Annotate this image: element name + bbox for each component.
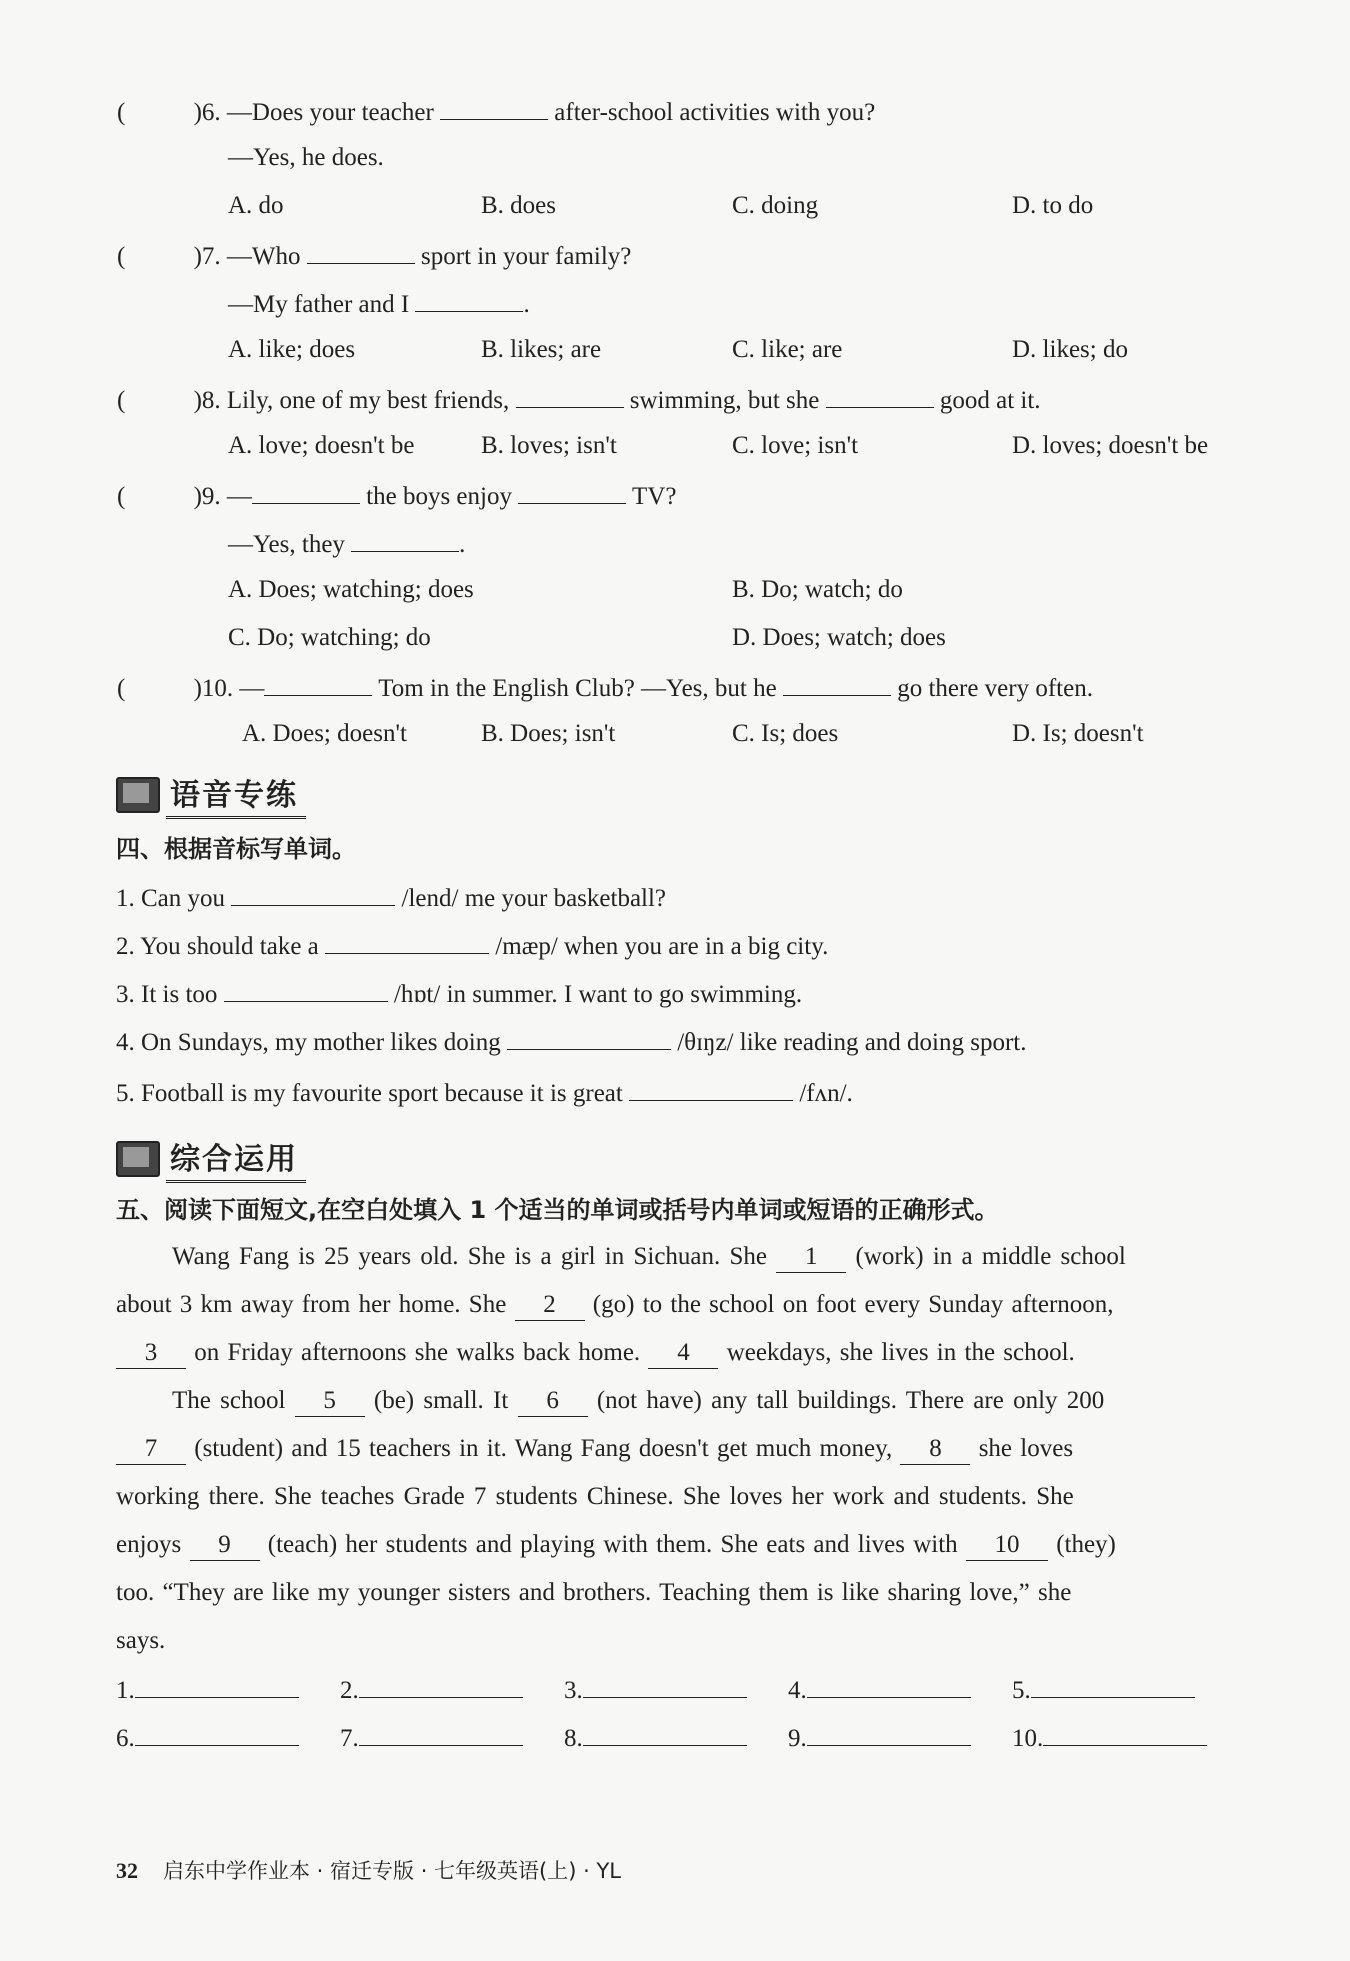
option-d: D. loves; doesn't be: [1012, 432, 1209, 459]
answer-paren: (: [117, 99, 126, 126]
section-title: 语音专练: [166, 770, 306, 819]
passage-line-6: [116, 1480, 1074, 1514]
option-a: A. like; does: [228, 336, 356, 363]
item-text: /lend/ me your basketball?: [401, 885, 667, 912]
passage-line-2: [116, 1288, 1114, 1322]
answer-row-1: [788, 1671, 971, 1708]
answer-blank[interactable]: [307, 237, 415, 264]
option-b: B. Does; isn't: [481, 720, 616, 747]
answer-field-6[interactable]: [135, 1719, 299, 1746]
answer-field-10[interactable]: [1043, 1719, 1207, 1746]
section-instruction: 五、阅读下面短文,在空白处填入 1 个适当的单词或括号内单词或短语的正确形式。: [116, 1196, 999, 1224]
cloze-blank-7[interactable]: 7: [116, 1434, 186, 1465]
question-9: [117, 477, 676, 514]
passage-text: enjoys: [116, 1531, 182, 1558]
page-number: 32: [116, 1858, 138, 1883]
reply-text: —Yes, they: [228, 531, 345, 558]
item-text: 4. On Sundays, my mother likes doing: [116, 1029, 501, 1056]
answer-label: 9.: [788, 1725, 807, 1752]
question-number: )6.: [193, 99, 221, 126]
section-header-comprehensive: [116, 1134, 306, 1183]
answer-label: 1.: [116, 1677, 135, 1704]
phonetic-item-1: [116, 879, 666, 916]
answer-label: 3.: [564, 1677, 583, 1704]
phonetic-item-4: [116, 1023, 1027, 1060]
answer-row-2: [788, 1719, 971, 1756]
passage-text: too. “They are like my younger sisters and brothers. Teaching them is like sharing love,” she: [116, 1579, 1072, 1606]
question-9-reply: [228, 525, 465, 562]
reply-text: .: [459, 531, 466, 558]
answer-blank[interactable]: [252, 477, 360, 504]
answer-blank[interactable]: [264, 669, 372, 696]
item-text: /mæp/ when you are in a big city.: [495, 933, 829, 960]
answer-blank[interactable]: [518, 477, 626, 504]
cloze-blank-3[interactable]: 3: [116, 1338, 186, 1369]
option-b: B. does: [481, 192, 556, 219]
answer-label: 8.: [564, 1725, 583, 1752]
cloze-blank-2[interactable]: 2: [515, 1290, 585, 1321]
option-d: D. Is; doesn't: [1012, 720, 1144, 747]
section-header-phonetics: [116, 770, 306, 819]
passage-text: (work) in a middle school: [855, 1243, 1126, 1270]
passage-text: says.: [116, 1627, 166, 1654]
option-a: A. Does; doesn't: [242, 720, 407, 747]
answer-label: 2.: [340, 1677, 359, 1704]
answer-blank[interactable]: [826, 381, 934, 408]
item-text: 1. Can you: [116, 885, 226, 912]
answer-blank[interactable]: [516, 381, 624, 408]
answer-field-2[interactable]: [359, 1671, 523, 1698]
option-a: A. love; doesn't be: [228, 432, 415, 459]
question-number: )8.: [193, 387, 221, 414]
question-text: sport in your family?: [421, 243, 632, 270]
option-c: C. love; isn't: [732, 432, 859, 459]
item-text: /hɒt/ in summer. I want to go swimming.: [393, 981, 803, 1008]
item-text: 2. You should take a: [116, 933, 319, 960]
option-b: B. loves; isn't: [481, 432, 617, 459]
passage-text: (student) and 15 teachers in it. Wang Fang doesn't get much money,: [194, 1435, 893, 1462]
answer-label: 4.: [788, 1677, 807, 1704]
reply-text: —My father and I: [228, 291, 410, 318]
answer-paren: (: [117, 387, 126, 414]
question-7-reply: [228, 285, 530, 322]
answer-field-7[interactable]: [359, 1719, 523, 1746]
option-c: C. doing: [732, 192, 819, 219]
question-text: after-school activities with you?: [554, 99, 876, 126]
passage-text: (not have) any tall buildings. There are only 200: [596, 1387, 1105, 1414]
answer-blank[interactable]: [351, 525, 459, 552]
reply-text: .: [523, 291, 530, 318]
answer-row-2: [340, 1719, 523, 1756]
question-text: swimming, but she: [629, 387, 820, 414]
option-d: D. Does; watch; does: [732, 624, 946, 651]
answer-label: 5.: [1012, 1677, 1031, 1704]
answer-field-9[interactable]: [807, 1719, 971, 1746]
phonetic-item-2: [116, 927, 828, 964]
item-text: /θɪŋz/ like reading and doing sport.: [677, 1029, 1027, 1056]
answer-field-4[interactable]: [807, 1671, 971, 1698]
option-d: D. likes; do: [1012, 336, 1128, 363]
option-a: A. Does; watching; does: [228, 576, 474, 603]
item-text: 3. It is too: [116, 981, 218, 1008]
passage-text: she loves: [978, 1435, 1074, 1462]
item-text: /fʌn/.: [799, 1080, 853, 1107]
book-icon: [116, 1141, 160, 1177]
question-text: —: [226, 483, 252, 510]
passage-line-3: [116, 1336, 1075, 1370]
phonetic-item-3: [116, 975, 802, 1012]
passage-text: (go) to the school on foot every Sunday afternoon,: [592, 1291, 1114, 1318]
passage-text: weekdays, she lives in the school.: [726, 1339, 1075, 1366]
answer-field-5[interactable]: [1031, 1671, 1195, 1698]
answer-label: 10.: [1012, 1725, 1044, 1752]
item-text: 5. Football is my favourite sport because it is great: [116, 1080, 623, 1107]
question-text: Tom in the English Club? —Yes, but he: [378, 675, 777, 702]
cloze-blank-1[interactable]: 1: [776, 1242, 846, 1273]
answer-row-1: [564, 1671, 747, 1708]
answer-row-2: [564, 1719, 747, 1756]
passage-text: (they): [1056, 1531, 1116, 1558]
answer-label: 7.: [340, 1725, 359, 1752]
passage-text: about 3 km away from her home. She: [116, 1291, 507, 1318]
question-8: [117, 381, 1041, 418]
passage-line-4: [172, 1384, 1104, 1418]
page-footer: [116, 1854, 621, 1888]
question-text: —Does your teacher: [226, 99, 434, 126]
answer-field-1[interactable]: [135, 1671, 299, 1698]
question-7: [117, 237, 631, 274]
question-number: )9.: [193, 483, 221, 510]
question-10: [117, 669, 1093, 706]
cloze-blank-6[interactable]: 6: [518, 1386, 588, 1417]
answer-row-1: [1012, 1671, 1195, 1708]
question-text: —Who: [226, 243, 301, 270]
question-text: the boys enjoy: [366, 483, 512, 510]
question-text: Lily, one of my best friends,: [226, 387, 510, 414]
question-6-reply: —Yes, he does.: [228, 144, 384, 171]
answer-field-8[interactable]: [583, 1719, 747, 1746]
passage-line-7: [116, 1528, 1116, 1562]
cloze-blank-9[interactable]: 9: [190, 1530, 260, 1561]
passage-line-8: [116, 1576, 1071, 1610]
option-d: D. to do: [1012, 192, 1094, 219]
answer-blank[interactable]: [440, 93, 548, 120]
answer-row-1: [340, 1671, 523, 1708]
question-text: go there very often.: [897, 675, 1093, 702]
answer-row-2: [116, 1719, 299, 1756]
passage-text: working there. She teaches Grade 7 students Chinese. She loves her work and students. She: [116, 1483, 1074, 1510]
answer-row-1: [116, 1671, 299, 1708]
section-title: 综合运用: [166, 1134, 306, 1183]
question-6: [117, 93, 875, 130]
book-icon: [116, 777, 160, 813]
option-b: B. likes; are: [481, 336, 602, 363]
question-text: good at it.: [939, 387, 1041, 414]
answer-blank[interactable]: [325, 927, 489, 954]
question-number: )7.: [193, 243, 221, 270]
answer-blank[interactable]: [783, 669, 891, 696]
question-text: TV?: [632, 483, 677, 510]
phonetic-item-5: [116, 1074, 853, 1111]
passage-text: (be) small. It: [373, 1387, 509, 1414]
passage-text: Wang Fang is 25 years old. She is a girl in Sichuan. She: [172, 1243, 768, 1270]
option-c: C. Do; watching; do: [228, 624, 431, 651]
passage-line-9: [116, 1624, 165, 1658]
option-c: C. like; are: [732, 336, 843, 363]
option-c: C. Is; does: [732, 720, 839, 747]
section-instruction: 四、根据音标写单词。: [116, 835, 356, 863]
cloze-blank-4[interactable]: 4: [648, 1338, 718, 1369]
cloze-blank-10[interactable]: 10: [966, 1530, 1048, 1561]
option-b: B. Do; watch; do: [732, 576, 903, 603]
passage-line-1: [172, 1240, 1126, 1274]
cloze-blank-5[interactable]: 5: [295, 1386, 365, 1417]
passage-line-5: [116, 1432, 1073, 1466]
option-a: A. do: [228, 192, 284, 219]
answer-field-3[interactable]: [583, 1671, 747, 1698]
answer-paren: (: [117, 243, 126, 270]
answer-blank[interactable]: [231, 879, 395, 906]
answer-blank[interactable]: [507, 1023, 671, 1050]
answer-blank[interactable]: [415, 285, 523, 312]
book-title: 启东中学作业本 · 宿迁专版 · 七年级英语(上) · YL: [163, 1859, 621, 1883]
answer-label: 6.: [116, 1725, 135, 1752]
answer-paren: (: [117, 675, 126, 702]
question-number: )10.: [193, 675, 234, 702]
passage-text: (teach) her students and playing with them. She eats and lives with: [267, 1531, 958, 1558]
passage-text: on Friday afternoons she walks back home.: [194, 1339, 641, 1366]
answer-blank[interactable]: [629, 1074, 793, 1101]
passage-text: The school: [172, 1387, 286, 1414]
question-text: —: [239, 675, 265, 702]
answer-paren: (: [117, 483, 126, 510]
answer-blank[interactable]: [224, 975, 388, 1002]
answer-row-2: [1012, 1719, 1207, 1756]
cloze-blank-8[interactable]: 8: [900, 1434, 970, 1465]
